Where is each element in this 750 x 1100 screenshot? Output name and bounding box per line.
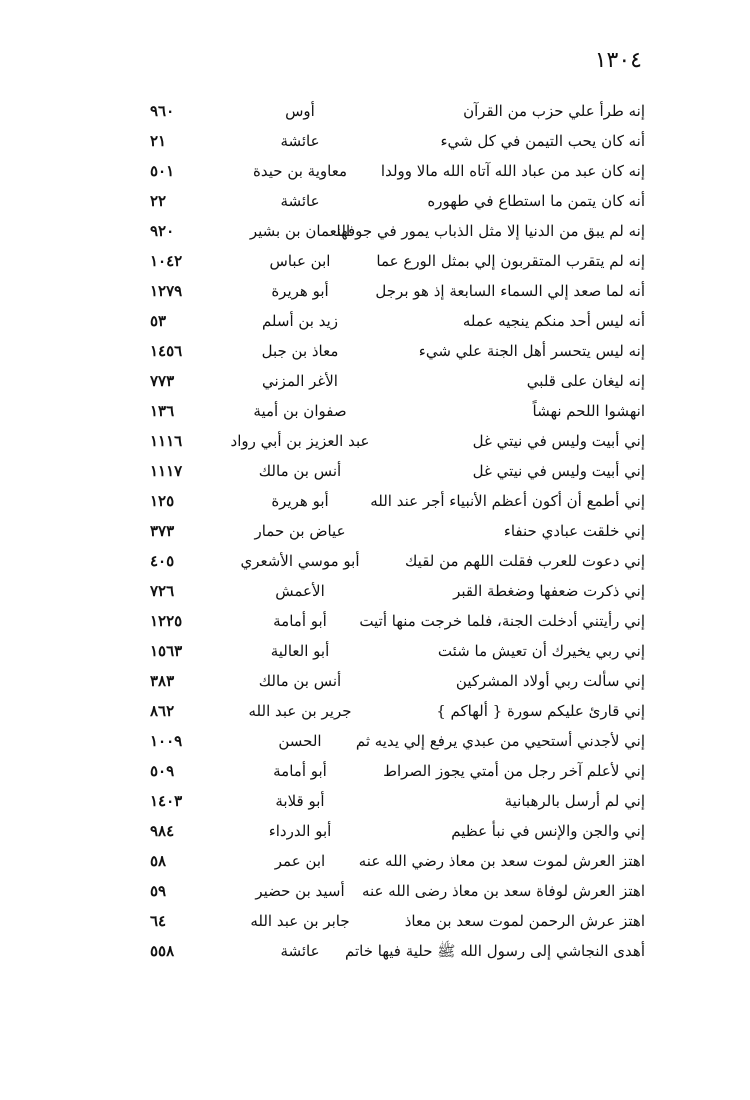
page-reference: ١٢٥ — [150, 492, 175, 510]
hadith-text: إنه كان عبد من عباد الله آتاه الله مالا وولدا — [380, 162, 645, 180]
index-row — [150, 666, 645, 696]
index-row — [150, 456, 645, 486]
page-reference: ٨٦٢ — [150, 702, 175, 720]
page-reference: ١٢٧٩ — [150, 282, 183, 300]
hadith-text: إني لأعلم آخر رجل من أمتي يجوز الصراط — [383, 762, 645, 780]
index-row — [150, 186, 645, 216]
narrator-name: ابن عمر — [274, 852, 326, 870]
narrator-name: صفوان بن أمية — [253, 402, 347, 420]
hadith-text: إنه طرأ علي حزب من القرآن — [463, 102, 645, 120]
index-row — [150, 726, 645, 756]
narrator-name: أبو أمامة — [273, 612, 327, 630]
hadith-text: أنه كان يحب التيمن في كل شيء — [440, 132, 645, 150]
narrator-name: أوس — [285, 102, 315, 120]
narrator-name: أبو الدرداء — [268, 822, 332, 840]
narrator-name: أسيد بن حضير — [255, 882, 345, 900]
narrator-name: عائشة — [280, 942, 320, 960]
hadith-text: اهتز العرش لوفاة سعد بن معاذ رضى الله عنه — [361, 882, 645, 900]
page-reference: ٩٦٠ — [150, 102, 175, 120]
index-row — [150, 636, 645, 666]
page-reference: ٣٧٣ — [150, 522, 175, 540]
hadith-text: إنه لم يتقرب المتقربون إلي بمثل الورع عما — [376, 252, 645, 270]
hadith-text: أنه ليس أحد منكم ينجيه عمله — [462, 312, 645, 330]
narrator-name: أنس بن مالك — [258, 462, 342, 480]
page-reference: ١٠٠٩ — [150, 732, 183, 750]
index-row — [150, 936, 645, 966]
page-reference: ٦٤ — [150, 912, 167, 930]
index-row — [150, 426, 645, 456]
hadith-text: أهدى النجاشي إلى رسول الله ﷺ حلية فيها خاتم — [345, 942, 645, 960]
index-row — [150, 906, 645, 936]
page-reference: ٢٢ — [150, 192, 167, 210]
index-row — [150, 396, 645, 426]
page-reference: ٥٥٨ — [150, 942, 175, 960]
hadith-text: أنه كان يتمن ما استطاع في طهوره — [427, 192, 645, 210]
page-reference: ١٠٤٢ — [150, 252, 183, 270]
hadith-text: إني قارئ عليكم سورة { ألهاكم } — [436, 702, 645, 720]
index-row — [150, 696, 645, 726]
narrator-name: أنس بن مالك — [258, 672, 342, 690]
hadith-text: إني خلقت عبادي حنفاء — [503, 522, 645, 540]
page-reference: ٥٩ — [150, 882, 167, 900]
index-row — [150, 96, 645, 126]
index-row — [150, 216, 645, 246]
index-row — [150, 336, 645, 366]
index-row — [150, 366, 645, 396]
hadith-text: إني ذكرت ضعفها وضغطة القبر — [453, 582, 645, 600]
narrator-name: أبو موسي الأشعري — [240, 552, 360, 570]
hadith-text: إنه ليغان على قلبي — [526, 372, 645, 390]
narrator-name: معاوية بن حيدة — [253, 162, 347, 180]
hadith-text: إنه ليس يتحسر أهل الجنة علي شيء — [418, 342, 645, 360]
hadith-text: إني ربي يخيرك أن تعيش ما شئت — [437, 642, 645, 660]
page-number: ١٣٠٤ — [594, 48, 642, 73]
index-row — [150, 486, 645, 516]
narrator-name: عائشة — [280, 192, 320, 210]
page-reference: ٥٣ — [150, 312, 167, 330]
page-reference: ١٣٦ — [150, 402, 175, 420]
index-row — [150, 516, 645, 546]
hadith-text: إني دعوت للعرب فقلت اللهم من لقيك — [405, 552, 645, 570]
narrator-name: جابر بن عبد الله — [250, 912, 350, 930]
page-reference: ١١١٦ — [150, 432, 183, 450]
narrator-name: أبو قلابة — [275, 792, 325, 810]
narrator-name: أبو أمامة — [273, 762, 327, 780]
index-row — [150, 846, 645, 876]
hadith-index-table — [150, 96, 645, 966]
page-reference: ٧٧٣ — [150, 372, 175, 390]
page-reference: ١٥٦٣ — [150, 642, 183, 660]
hadith-text: إني لم أرسل بالرهبانية — [504, 792, 645, 810]
index-row — [150, 876, 645, 906]
index-row — [150, 276, 645, 306]
hadith-text: اهتز العرش لموت سعد بن معاذ رضي الله عنه — [358, 852, 645, 870]
narrator-name: أبو هريرة — [271, 282, 329, 300]
index-row — [150, 156, 645, 186]
page-reference: ٧٢٦ — [150, 582, 175, 600]
page-reference: ٢١ — [150, 132, 167, 150]
page-reference: ٥٠١ — [150, 162, 175, 180]
index-row — [150, 576, 645, 606]
hadith-text: إني لأجدني أستحيي من عبدي يرفع إلي يديه ثم — [355, 732, 645, 750]
narrator-name: عائشة — [280, 132, 320, 150]
page-reference: ٣٨٣ — [150, 672, 175, 690]
page-reference: ٤٠٥ — [150, 552, 175, 570]
narrator-name: جرير بن عبد الله — [248, 702, 352, 720]
narrator-name: أبو هريرة — [271, 492, 329, 510]
narrator-name: النعمان بن بشير — [249, 222, 351, 240]
narrator-name: عبد العزيز بن أبي رواد — [230, 432, 370, 450]
index-row — [150, 816, 645, 846]
narrator-name: زيد بن أسلم — [261, 312, 339, 330]
hadith-text: إنه لم يبق من الدنيا إلا مثل الذباب يمور في جوفها — [336, 222, 645, 240]
page-reference: ٩٢٠ — [150, 222, 175, 240]
page-reference: ١٤٥٦ — [150, 342, 183, 360]
page-reference: ١٤٠٣ — [150, 792, 183, 810]
hadith-text: إني أبيت وليس في نيتي غل — [472, 462, 645, 480]
page-reference: ١١١٧ — [150, 462, 183, 480]
index-row — [150, 126, 645, 156]
narrator-name: ابن عباس — [269, 252, 331, 270]
narrator-name: معاذ بن جبل — [261, 342, 339, 360]
index-row — [150, 756, 645, 786]
index-row — [150, 306, 645, 336]
hadith-text: إني أطمع أن أكون أعظم الأنبياء أجر عند الله — [370, 492, 645, 510]
hadith-text: إني رأيتني أدخلت الجنة، فلما خرجت منها أتيت — [359, 612, 645, 630]
index-row — [150, 786, 645, 816]
narrator-name: الأغر المزني — [262, 372, 338, 390]
hadith-text: أنه لما صعد إلي السماء السابعة إذ هو برجل — [375, 282, 645, 300]
index-row — [150, 546, 645, 576]
index-row — [150, 606, 645, 636]
narrator-name: الحسن — [278, 732, 322, 750]
hadith-text: إني سألت ربي أولاد المشركين — [455, 672, 645, 690]
narrator-name: أبو العالية — [270, 642, 330, 660]
narrator-name: عياض بن حمار — [254, 522, 346, 540]
page-reference: ٥٨ — [150, 852, 167, 870]
page-reference: ٥٠٩ — [150, 762, 175, 780]
page-reference: ١٢٢٥ — [150, 612, 183, 630]
hadith-text: انهشوا اللحم نهشاً — [532, 402, 645, 420]
index-row — [150, 246, 645, 276]
hadith-text: إني والجن والإنس في نبأ عظيم — [451, 822, 645, 840]
hadith-text: اهتز عرش الرحمن لموت سعد بن معاذ — [404, 912, 645, 930]
page-reference: ٩٨٤ — [150, 822, 175, 840]
narrator-name: الأعمش — [275, 582, 325, 600]
hadith-text: إني أبيت وليس في نيتي غل — [472, 432, 645, 450]
